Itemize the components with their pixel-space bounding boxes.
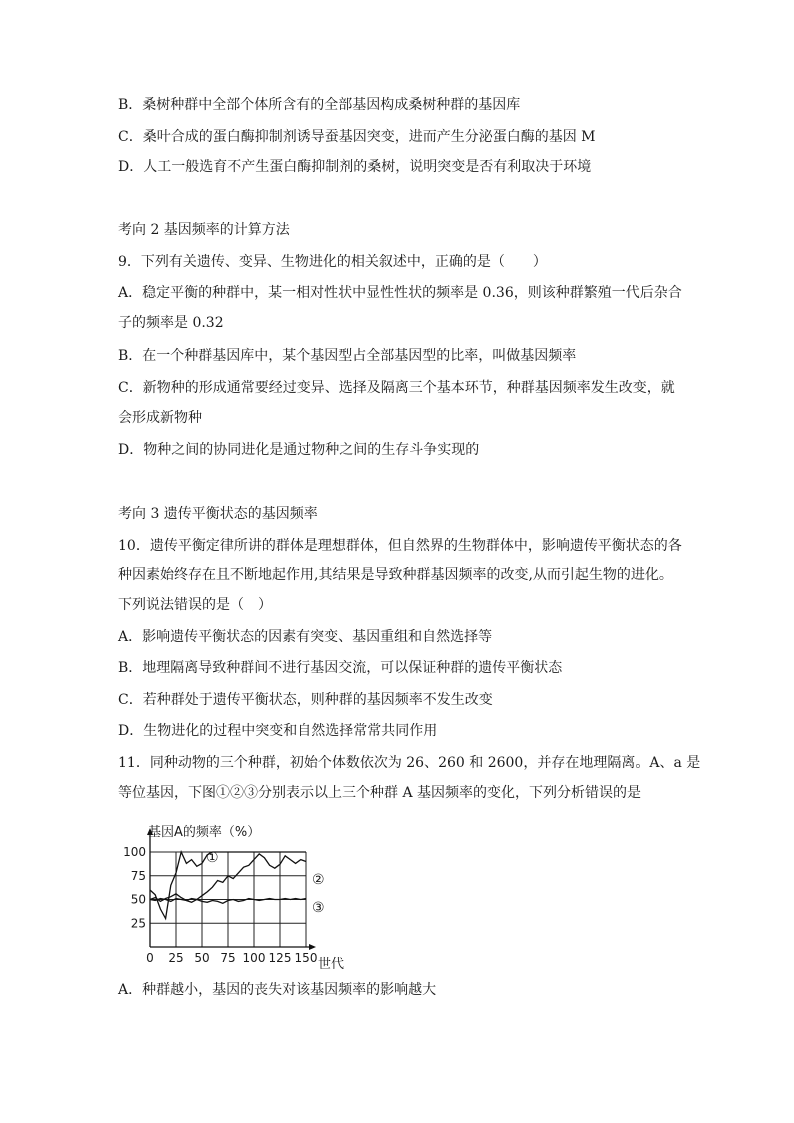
x-tick-label: 75 bbox=[220, 951, 236, 965]
gene-frequency-chart bbox=[118, 822, 358, 974]
x-tick-label: 100 bbox=[242, 951, 266, 965]
x-tick-label: 0 bbox=[146, 951, 154, 965]
y-tick-label: 100 bbox=[123, 845, 146, 859]
text-line: D．生物进化的过程中突变和自然选择常常共同作用 bbox=[118, 723, 438, 739]
text-line: 考向 2 基因频率的计算方法 bbox=[118, 222, 290, 238]
x-tick-label: 125 bbox=[268, 951, 292, 965]
chart-axes bbox=[147, 828, 316, 950]
text-line: B．在一个种群基因库中，某个基因型占全部基因型的比率，叫做基因频率 bbox=[118, 348, 577, 364]
y-tick-label: 25 bbox=[130, 916, 146, 931]
series-label: ② bbox=[312, 872, 325, 888]
text-line: D．物种之间的协同进化是通过物种之间的生存斗争实现的 bbox=[118, 442, 480, 458]
text-line: B．桑树种群中全部个体所含有的全部基因构成桑树种群的基因库 bbox=[118, 97, 521, 113]
y-tick-label: 75 bbox=[130, 868, 146, 883]
text-line: 种因素始终存在且不断地起作用,其结果是导致种群基因频率的改变,从而引起生物的进化。 bbox=[118, 567, 673, 583]
y-tick-label: 50 bbox=[130, 892, 146, 907]
series-label: ① bbox=[206, 850, 219, 866]
text-line: 考向 3 遗传平衡状态的基因频率 bbox=[118, 506, 318, 522]
x-tick-label: 25 bbox=[168, 951, 184, 965]
text-line: C．若种群处于遗传平衡状态，则种群的基因频率不发生改变 bbox=[118, 692, 493, 708]
text-line: A．影响遗传平衡状态的因素有突变、基因重组和自然选择等 bbox=[118, 629, 493, 645]
text-line: A．种群越小，基因的丧失对该基因频率的影响越大 bbox=[118, 982, 437, 998]
text-line: C．新物种的形成通常要经过变异、选择及隔离三个基本环节，种群基因频率发生改变，就 bbox=[118, 380, 675, 396]
text-line: 11．同种动物的三个种群，初始个体数依次为 26、260 和 2600，并存在地理隔离。A、a 是 bbox=[118, 755, 701, 771]
text-line: C．桑叶合成的蛋白酶抑制剂诱导蚕基因突变，进而产生分泌蛋白酶的基因 M bbox=[118, 129, 596, 145]
text-line: 9．下列有关遗传、变异、生物进化的相关叙述中，正确的是（ ） bbox=[118, 254, 547, 270]
text-line: A．稳定平衡的种群中，某一相对性状中显性性状的频率是 0.36，则该种群繁殖一代后杂合 bbox=[118, 285, 682, 301]
series-label: ③ bbox=[312, 900, 325, 916]
text-line: D．人工一般选育不产生蛋白酶抑制剂的桑树，说明突变是否有利取决于环境 bbox=[118, 159, 592, 175]
x-axis-arrow bbox=[309, 944, 316, 950]
x-tick-label: 50 bbox=[194, 951, 210, 965]
x-axis-label: 世代 bbox=[318, 957, 345, 972]
x-tick-label: 150 bbox=[294, 951, 318, 965]
y-axis-label: 基因A的频率（%） bbox=[148, 825, 261, 840]
text-line: B．地理隔离导致种群间不进行基因交流，可以保证种群的遗传平衡状态 bbox=[118, 660, 563, 676]
text-line: 下列说法错误的是（ ） bbox=[118, 597, 272, 613]
text-line: 会形成新物种 bbox=[118, 410, 202, 426]
text-line: 子的频率是 0.32 bbox=[118, 315, 224, 331]
text-line: 等位基因，下图①②③分别表示以上三个种群 A 基因频率的变化，下列分析错误的是 bbox=[118, 785, 642, 801]
text-line: 10．遗传平衡定律所讲的群体是理想群体，但自然界的生物群体中，影响遗传平衡状态的各 bbox=[118, 538, 682, 554]
